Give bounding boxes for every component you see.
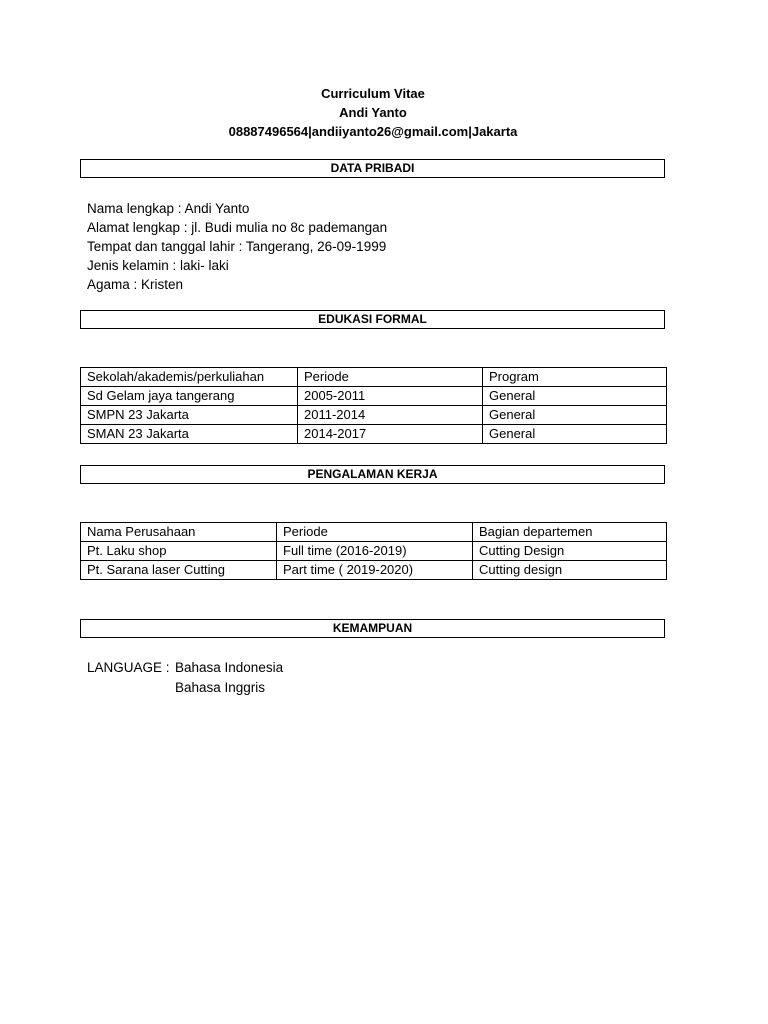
table-row — [81, 542, 667, 561]
document-title: Curriculum Vitae — [321, 86, 425, 101]
work-table — [80, 522, 667, 580]
table-header-row — [81, 368, 667, 387]
contact-line: 08887496564|andiiyanto26@gmail.com|Jakarta — [228, 124, 518, 139]
table-cell: General — [483, 406, 667, 425]
table-cell: Full time (2016-2019) — [277, 542, 473, 561]
section-education-heading: EDUKASI FORMAL — [80, 310, 665, 329]
table-cell: SMPN 23 Jakarta — [81, 406, 298, 425]
table-cell: Cutting Design — [473, 542, 667, 561]
language-row — [87, 658, 283, 678]
education-table — [80, 367, 667, 444]
table-cell: 2005-2011 — [298, 387, 483, 406]
section-skills-heading: KEMAMPUAN — [80, 619, 665, 638]
table-cell: Cutting design — [473, 561, 667, 580]
table-cell: General — [483, 387, 667, 406]
personal-info — [87, 199, 387, 294]
table-row — [81, 406, 667, 425]
table-cell: Pt. Sarana laser Cutting — [81, 561, 277, 580]
table-cell: 2011-2014 — [298, 406, 483, 425]
header-cell: Periode — [298, 368, 483, 387]
section-personal-heading: DATA PRIBADI — [80, 159, 665, 178]
table-cell: General — [483, 425, 667, 444]
religion-line: Agama : Kristen — [87, 277, 184, 292]
table-header-row — [81, 523, 667, 542]
header-cell: Sekolah/akademis/perkuliahan — [81, 368, 298, 387]
table-cell: SMAN 23 Jakarta — [81, 425, 298, 444]
language-item: Bahasa Indonesia — [175, 660, 284, 675]
table-cell: Part time ( 2019-2020) — [277, 561, 473, 580]
header-cell: Program — [483, 368, 667, 387]
gender-line: Jenis kelamin : laki- laki — [87, 258, 229, 273]
table-cell: 2014-2017 — [298, 425, 483, 444]
table-row — [81, 387, 667, 406]
table-row — [81, 425, 667, 444]
cv-header — [0, 84, 746, 141]
header-cell: Bagian departemen — [473, 523, 667, 542]
birth-line: Tempat dan tanggal lahir : Tangerang, 26-09-1999 — [87, 239, 387, 254]
header-cell: Nama Perusahaan — [81, 523, 277, 542]
person-name: Andi Yanto — [339, 105, 407, 120]
table-row — [81, 561, 667, 580]
skills-block — [87, 658, 283, 698]
language-item: Bahasa Inggris — [175, 680, 266, 695]
full-name-line: Nama lengkap : Andi Yanto — [87, 201, 250, 216]
header-cell: Periode — [277, 523, 473, 542]
address-line: Alamat lengkap : jl. Budi mulia no 8c pademangan — [87, 220, 388, 235]
table-cell: Pt. Laku shop — [81, 542, 277, 561]
language-row — [87, 678, 283, 698]
language-label: LANGUAGE : — [87, 660, 170, 675]
table-cell: Sd Gelam jaya tangerang — [81, 387, 298, 406]
section-work-heading: PENGALAMAN KERJA — [80, 465, 665, 484]
